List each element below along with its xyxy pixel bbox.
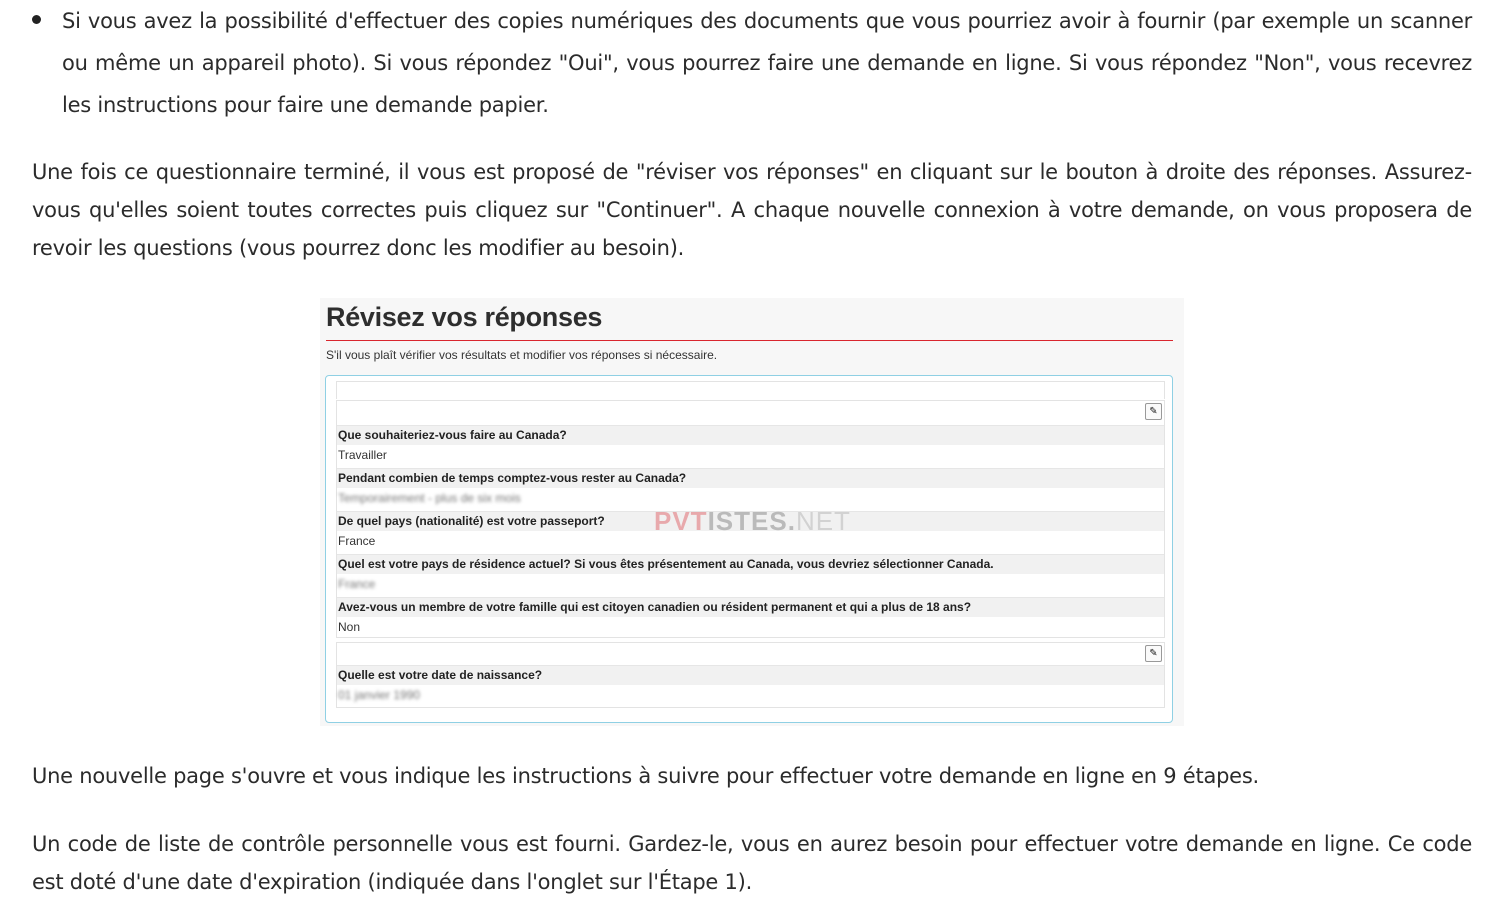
panel-header-strip bbox=[336, 381, 1165, 399]
qa-item bbox=[337, 597, 1164, 639]
answer-value-blurred: France bbox=[338, 577, 376, 591]
paragraph-new-page: Une nouvelle page s'ouvre et vous indique les instructions à suivre pour effectuer votre demande en ligne en 9 étapes. bbox=[32, 764, 1259, 788]
bullet-text: Si vous avez la possibilité d'effectuer des copies numériques des documents que vous pourriez avoir à fournir (par exemple un scanner ou même un appareil photo). Si vous répondez "Oui", vous pourrez faire une demande en ligne. Si vous répondez "Non", vous recevrez les instructions pour faire une demande papier. bbox=[62, 9, 1472, 117]
answer-value: France bbox=[338, 534, 376, 548]
question-label: De quel pays (nationalité) est votre passeport? bbox=[337, 511, 1164, 531]
answer-value-blurred: 01 janvier 1990 bbox=[338, 688, 421, 702]
paragraph-checklist-code: Un code de liste de contrôle personnelle vous est fourni. Gardez-le, vous en aurez besoin pour effectuer votre demande en ligne. Ce code est doté d'une date d'expiration (indiquée dans l'onglet sur l'Étape 1). bbox=[32, 832, 1472, 894]
answer-value-blurred: Temporairement - plus de six mois bbox=[338, 491, 521, 505]
answer-value: Travailler bbox=[338, 448, 387, 462]
qa-item bbox=[337, 554, 1164, 596]
qa-item bbox=[337, 665, 1164, 707]
review-answers-screenshot bbox=[320, 298, 1184, 726]
figure-title: Révisez vos réponses bbox=[326, 302, 603, 332]
question-label: Quel est votre pays de résidence actuel? Si vous êtes présentement au Canada, vous devriez sélectionner Canada. bbox=[337, 554, 1164, 574]
title-divider bbox=[326, 340, 1173, 341]
bullet-dot-icon bbox=[32, 15, 41, 24]
answers-section-2 bbox=[336, 642, 1165, 708]
paragraph-review: Une fois ce questionnaire terminé, il vous est proposé de "réviser vos réponses" en cliquant sur le bouton à droite des réponses. Assurez-vous qu'elles soient toutes correctes puis cliquez sur "Continuer". A chaque nouvelle connexion à votre demande, on vous proposera de revoir les questions (vous pourrez donc les modifier au besoin). bbox=[32, 160, 1472, 260]
figure-subtitle: S'il vous plaît vérifier vos résultats et modifier vos réponses si nécessaire. bbox=[326, 348, 718, 362]
qa-item bbox=[337, 425, 1164, 467]
question-label: Que souhaiteriez-vous faire au Canada? bbox=[337, 425, 1164, 445]
question-label: Quelle est votre date de naissance? bbox=[337, 665, 1164, 685]
edit-pencil-icon[interactable]: ✎ bbox=[1145, 403, 1162, 420]
qa-item bbox=[337, 468, 1164, 510]
question-label: Avez-vous un membre de votre famille qui est citoyen canadien ou résident permanent et qui a plus de 18 ans? bbox=[337, 597, 1164, 617]
edit-pencil-icon[interactable]: ✎ bbox=[1145, 645, 1162, 662]
pvtistes-watermark: PVTISTES.NET bbox=[654, 506, 851, 536]
answers-panel bbox=[325, 375, 1173, 723]
answer-value: Non bbox=[338, 620, 361, 634]
question-label: Pendant combien de temps comptez-vous rester au Canada? bbox=[337, 468, 1164, 488]
